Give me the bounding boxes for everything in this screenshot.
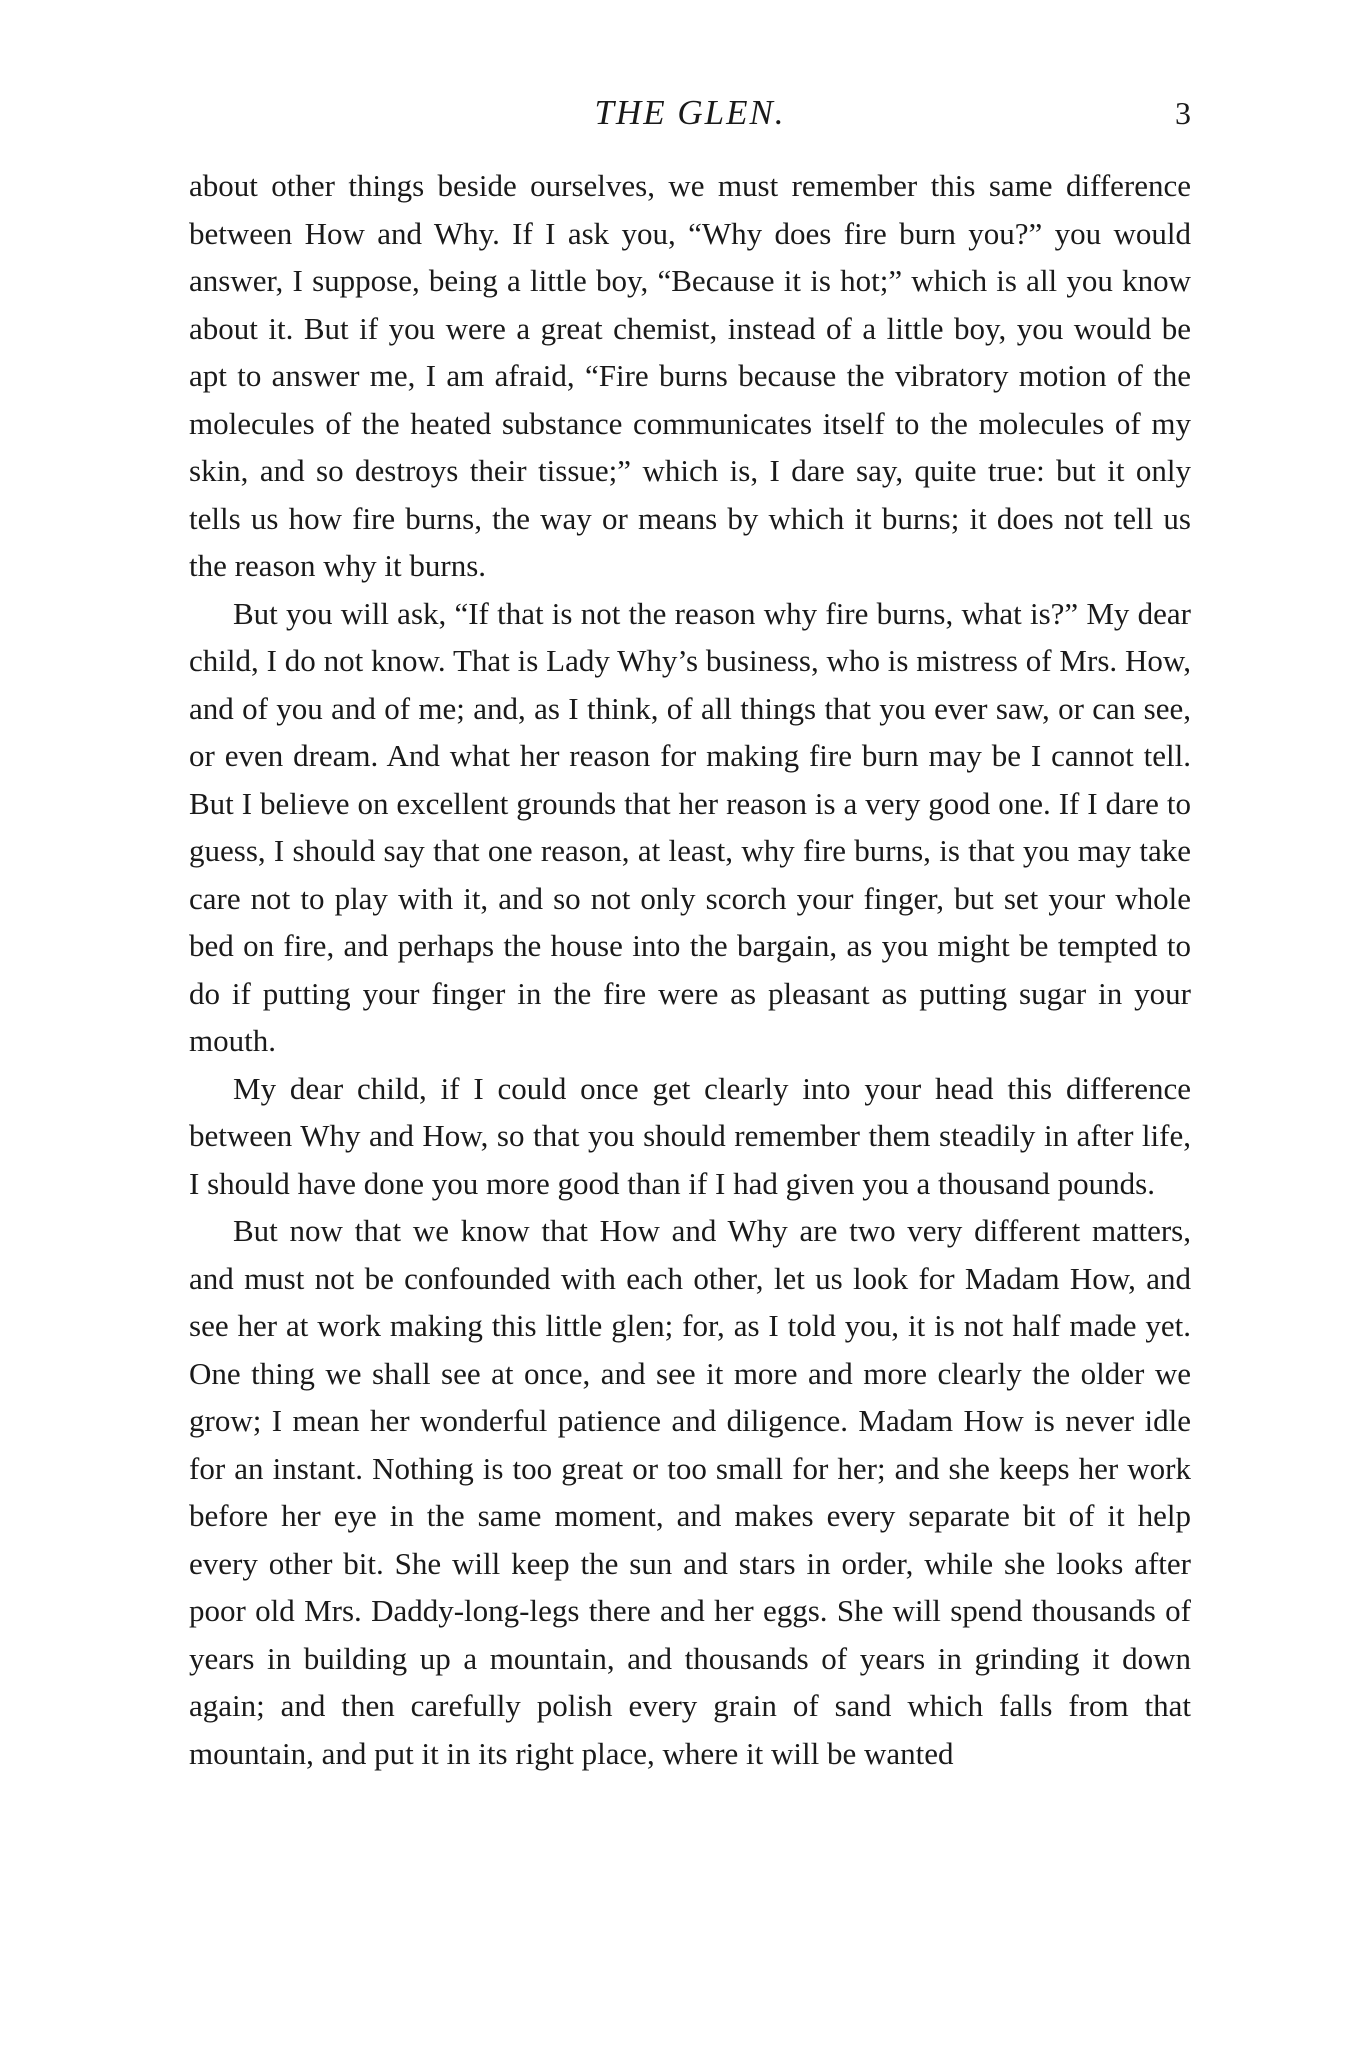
running-head (189, 88, 1191, 138)
paragraph: But you will ask, “If that is not the reason why fire burns, what is?” My dear child, I do not know. That is Lady Why’s business, who is mistress of Mrs. How, and of you and of me; and, as I think, of all things that you ever saw, or can see, or even dream. And what her reason for making fire burn may be I cannot tell. But I believe on excellent grounds that her reason is a very good one. If I dare to guess, I should say that one reason, at least, why fire burns, is that you may take care not to play with it, and so not only scorch your finger, but set your whole bed on fire, and perhaps the house into the bargain, as you might be tempted to do if putting your finger in the fire were as pleasant as putting sugar in your mouth. (189, 595, 1191, 1058)
paragraph: My dear child, if I could once get clearly into your head this difference between Why and How, so that you should remember them steadily in after life, I should have done you more good than if I had given you a thousand pounds. (189, 1070, 1191, 1201)
running-title: THE GLEN. (594, 93, 786, 132)
page-number: 3 (1175, 95, 1191, 131)
body-text (189, 162, 1191, 1777)
paragraph-continued: about other things beside ourselves, we must remember this same difference between How and Why. If I ask you, “Why does fire burn you?” you would answer, I suppose, being a little boy, “Because it is hot;” which is all you know about it. But if you were a great chemist, instead of a little boy, you would be apt to answer me, I am afraid, “Fire burns because the vibratory motion of the molecules of the heated substance communicates itself to the molecules of my skin, and so destroys their tissue;” which is, I dare say, quite true: but it only tells us how fire burns, the way or means by which it burns; it does not tell us the reason why it burns. (189, 168, 1191, 583)
paragraph: But now that we know that How and Why are two very different matters, and must not be confounded with each other, let us look for Madam How, and see her at work making this little glen; for, as I told you, it is not half made yet. One thing we shall see at once, and see it more and more clearly the older we grow; I mean her wonderful patience and diligence. Madam How is never idle for an instant. Nothing is too great or too small for her; and she keeps her work before her eye in the same moment, and makes every separate bit of it help every other bit. She will keep the sun and stars in order, while she looks after poor old Mrs. Daddy-long-legs there and her eggs. She will spend thousands of years in building up a mountain, and thousands of years in grinding it down again; and then carefully polish every grain of sand which falls from that mountain, and put it in its right place, where it will be wanted (189, 1213, 1191, 1771)
